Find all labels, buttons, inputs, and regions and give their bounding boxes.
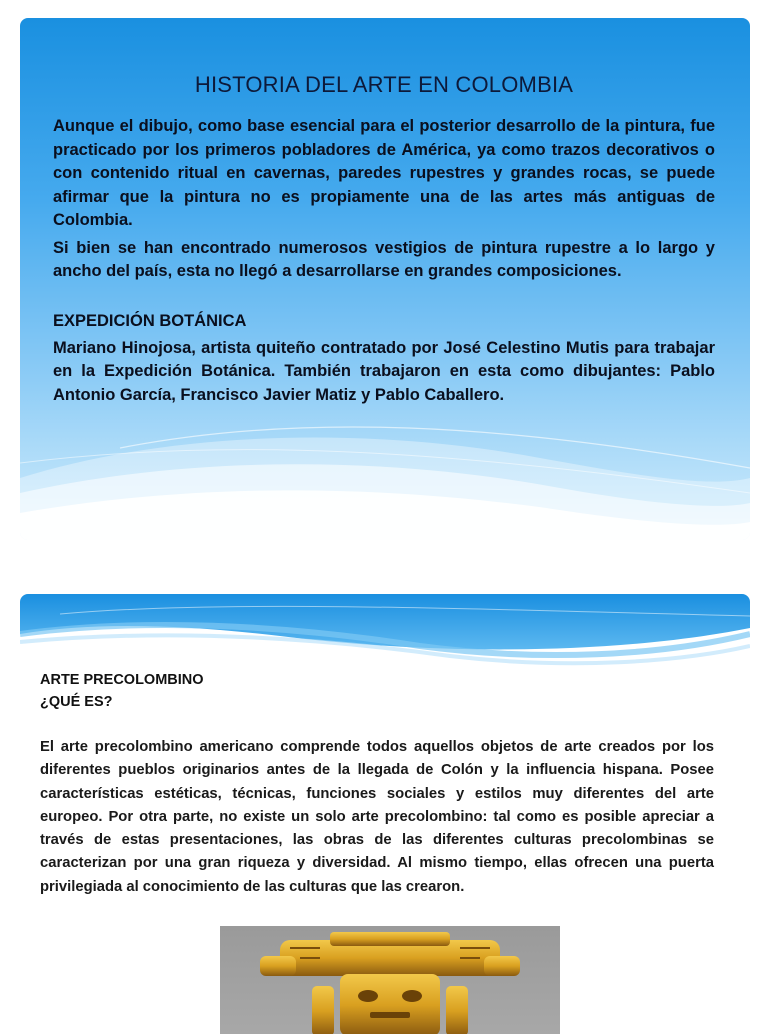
section-subheading: ¿QUÉ ES?: [40, 694, 113, 710]
second-paragraph: Si bien se han encontrado numerosos vestigios de pintura rupestre a lo largo y ancho del país, esta no llegó a desarrollarse en grandes composiciones.: [53, 238, 715, 280]
slide-historia: [20, 18, 750, 540]
wave-decoration-bottom: [20, 418, 750, 540]
section-heading-precolombino: ARTE PRECOLOMBINO: [40, 672, 204, 688]
intro-paragraph: Aunque el dibujo, como base esencial para el posterior desarrollo de la pintura, fue practicado por los primeros pobladores de América, ya como trazos decorativos o con contenido ritual en cavernas, paredes rupestres y grandes rocas, se puede afirmar que la pintura no es propiamente una de las artes más antiguas de Colombia.: [53, 117, 715, 229]
slide2-content: [40, 669, 714, 899]
section-heading-expedicion: EXPEDICIÓN BOTÁNICA: [53, 311, 247, 330]
slide1-content: [53, 72, 715, 411]
gold-artifact-icon: [220, 926, 560, 1034]
page-title: HISTORIA DEL ARTE EN COLOMBIA: [194, 72, 574, 97]
slide-precolombino: [20, 594, 750, 1034]
wave-decoration-top: [20, 594, 750, 674]
precolombino-paragraph: El arte precolombino americano comprende todos aquellos objetos de arte creados por los diferentes pueblos originarios antes de la llegada de Colón y la influencia hispana. Posee características estéticas, técnicas, funciones sociales y estilos muy diferentes del arte europeo. Por otra parte, no existe un solo arte precolombino: tal como es posible apreciar a través de estas presentaciones, las obras de las diferentes culturas precolombinas se caracterizan por una gran riqueza y diversidad. Al mismo tiempo, ellas ofrecen una puerta privilegiada al conocimiento de las culturas que las crearon.: [40, 739, 714, 895]
gold-artifact-image: [220, 926, 560, 1034]
expedicion-paragraph: Mariano Hinojosa, artista quiteño contratado por José Celestino Mutis para trabajar en la Expedición Botánica. También trabajaron en esta como dibujantes: Pablo Antonio García, Francisco Javier Matiz y Pablo Caballero.: [53, 338, 715, 404]
